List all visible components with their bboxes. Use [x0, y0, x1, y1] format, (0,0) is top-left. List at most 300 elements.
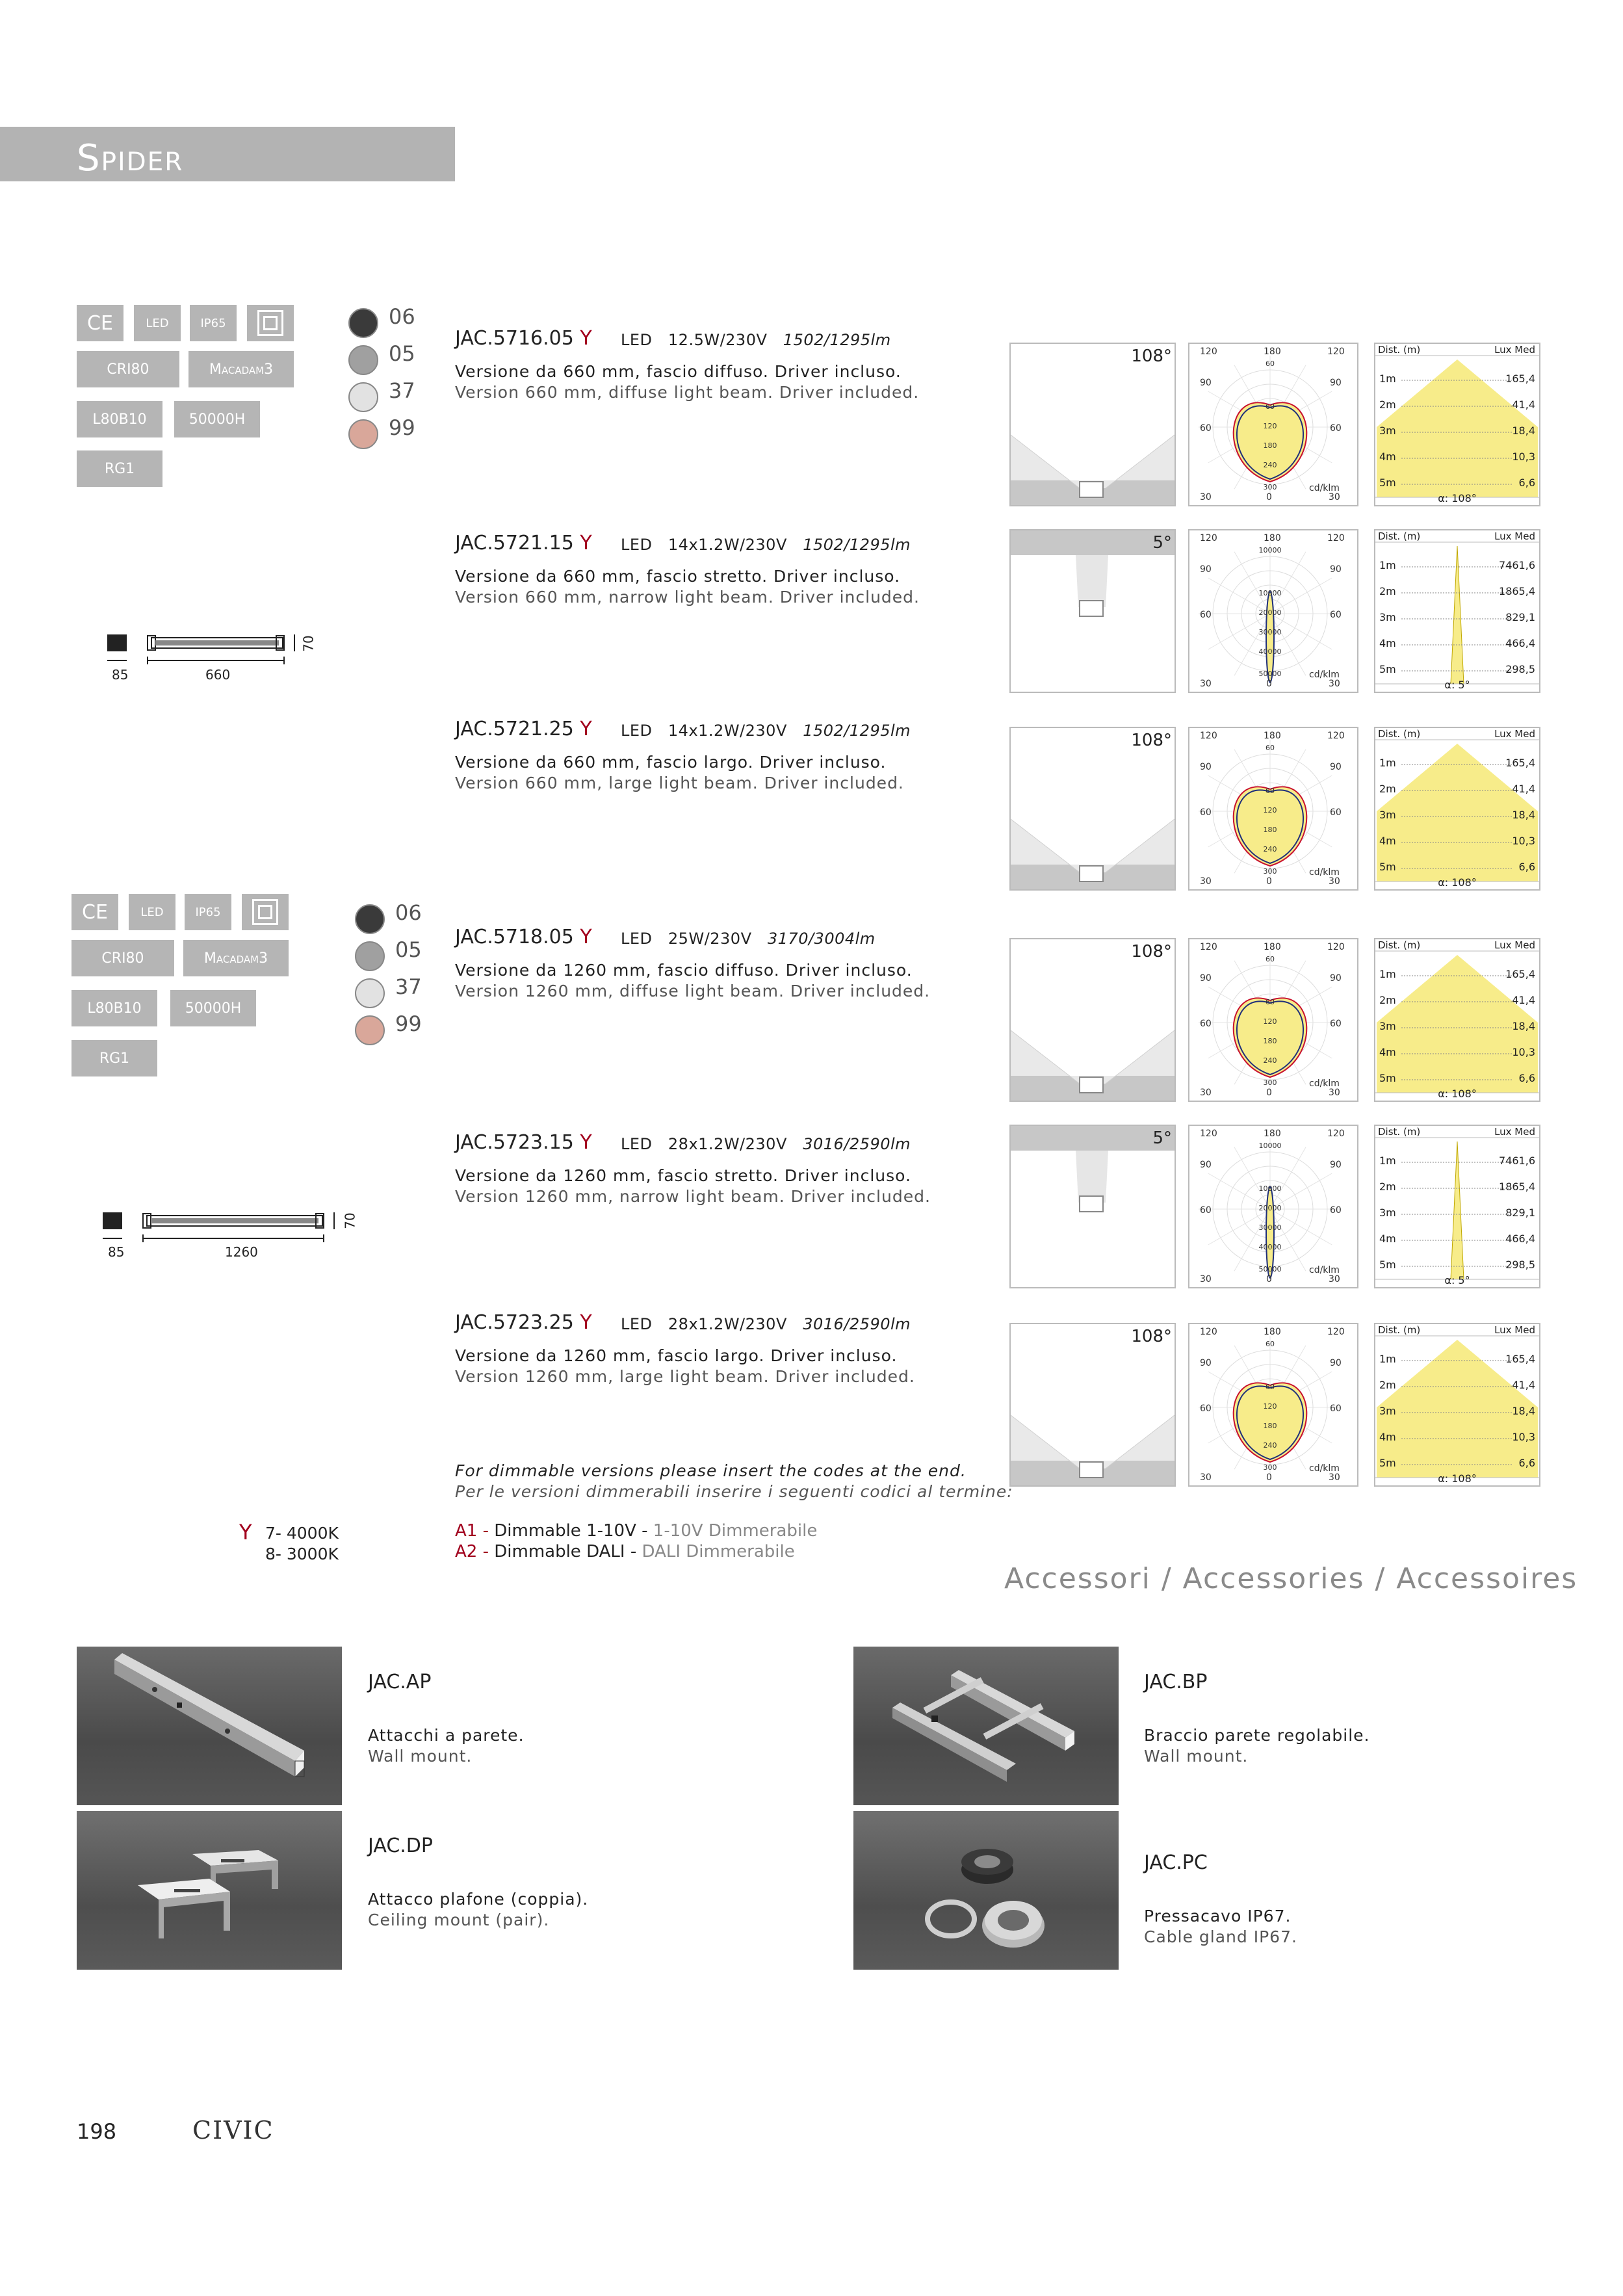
- product-desc-en: Version 1260 mm, diffuse light beam. Driver included.: [455, 982, 931, 1000]
- dimmable-note-en: For dimmable versions please insert the codes at the end.: [455, 1461, 967, 1480]
- lux-value: 10,3: [1512, 450, 1535, 463]
- polar-ring-label: 300: [1263, 483, 1277, 491]
- lux-value: 18,4: [1512, 424, 1535, 437]
- lux-distance-label: 4m: [1379, 450, 1396, 463]
- product-spec: [621, 331, 891, 349]
- polar-angle-label: 60: [1330, 807, 1342, 818]
- lux-distance-label: 1m: [1379, 372, 1396, 385]
- cri-badge: CRI80: [71, 940, 174, 976]
- polar-ring-label: 240: [1263, 461, 1277, 469]
- ip65-badge: IP65: [190, 305, 237, 341]
- accessory-desc-en: Ceiling mount (pair).: [368, 1911, 550, 1929]
- polar-angle-label: 60: [1330, 1019, 1342, 1029]
- accessory-code: JAC.BP: [1144, 1671, 1208, 1693]
- product-desc-it: Versione da 1260 mm, fascio largo. Driver incluso.: [455, 1346, 898, 1365]
- polar-ring-label: 120: [1263, 422, 1277, 430]
- lux-med-header: Lux Med: [1494, 939, 1535, 951]
- ce-badge: CE: [71, 894, 118, 930]
- polar-angle-label: 30: [1200, 876, 1212, 887]
- polar-angle-label: 90: [1330, 378, 1342, 388]
- polar-angle-label: 180: [1264, 942, 1281, 952]
- brand-logo: CIVIC: [192, 2116, 274, 2145]
- polar-ring-label: 60: [1266, 1383, 1275, 1391]
- adjustable-arm-image: [853, 1647, 1119, 1805]
- polar-ring-label: 120: [1263, 1017, 1277, 1026]
- polar-ring-label: 30000: [1258, 628, 1282, 636]
- lux-distance-label: 4m: [1379, 1046, 1396, 1058]
- lumen-output: 3016/2590lm: [803, 1135, 911, 1153]
- accessory-code: JAC.PC: [1144, 1851, 1208, 1874]
- accessory-code: JAC.DP: [368, 1834, 433, 1857]
- polar-ring-label: 180: [1263, 1422, 1277, 1430]
- lux-value: 41,4: [1512, 1379, 1535, 1391]
- accessories-title: Accessori / Accessories / Accessoires: [1004, 1562, 1578, 1595]
- polar-ring-label: 20000: [1258, 608, 1282, 617]
- product-code: JAC.5718.05: [455, 926, 574, 948]
- ce-badge: CE: [77, 305, 123, 341]
- finish-swatch: [348, 308, 378, 338]
- polar-angle-label: 90: [1200, 762, 1212, 772]
- accessory-desc-en: Cable gland IP67.: [1144, 1927, 1297, 1946]
- polar-ring-label: 240: [1263, 1441, 1277, 1450]
- cri-badge: CRI80: [77, 351, 179, 387]
- lux-value: 10,3: [1512, 1046, 1535, 1058]
- polar-angle-label: 30: [1200, 1088, 1212, 1098]
- lux-value: 298,5: [1505, 663, 1535, 675]
- polar-angle-label: 30: [1200, 1274, 1212, 1285]
- polar-angle-label: 90: [1200, 1160, 1212, 1170]
- cct-placeholder: Y: [580, 327, 592, 350]
- option-separator: -: [477, 1521, 495, 1541]
- product-desc-en: Version 1260 mm, narrow light beam. Driver included.: [455, 1187, 931, 1206]
- lux-distance-label: 1m: [1379, 1155, 1396, 1167]
- lux-value: 18,4: [1512, 809, 1535, 821]
- led-type: LED: [621, 536, 653, 554]
- polar-photometry-diagram: [1188, 1125, 1358, 1288]
- lux-value: 10,3: [1512, 1431, 1535, 1443]
- lux-value: 1865,4: [1499, 1181, 1535, 1193]
- polar-angle-label: 120: [1327, 1327, 1345, 1337]
- lux-med-header: Lux Med: [1494, 1126, 1535, 1138]
- beam-angle-diagram: [1009, 343, 1176, 506]
- lux-value: 7461,6: [1499, 1155, 1535, 1167]
- polar-angle-label: 0: [1266, 876, 1272, 887]
- lux-distance-diagram: [1374, 1323, 1540, 1487]
- polar-angle-label: 120: [1327, 1128, 1345, 1139]
- polar-unit-label: cd/klm: [1309, 1463, 1340, 1474]
- polar-photometry-diagram: [1188, 529, 1358, 693]
- rg-badge: RG1: [77, 450, 162, 487]
- beam-angle-diagram: [1009, 727, 1176, 891]
- hours-badge: 50000H: [170, 990, 256, 1026]
- finish-swatch: [355, 941, 385, 971]
- length-dim-label: 1260: [225, 1244, 258, 1260]
- lux-distance-label: 2m: [1379, 783, 1396, 795]
- option-name-it: 1-10V Dimmerabile: [653, 1521, 818, 1541]
- beam-cone-graphic: [1011, 530, 1175, 692]
- dimmable-note-it: Per le versioni dimmerabili inserire i seguenti codici al termine:: [455, 1482, 1013, 1501]
- cct-option-1: 7- 4000K: [265, 1524, 339, 1543]
- lux-value: 829,1: [1505, 1207, 1535, 1219]
- lux-value: 165,4: [1505, 968, 1535, 980]
- lux-value: 466,4: [1505, 637, 1535, 649]
- option-code: A1: [455, 1521, 478, 1541]
- lux-angle-label: α: 5°: [1444, 679, 1470, 691]
- section-title: Spider: [77, 137, 184, 179]
- product-code-line: [455, 532, 592, 554]
- ip65-badge: IP65: [185, 894, 231, 930]
- cct-placeholder: Y: [580, 1131, 592, 1154]
- polar-ring-label: 50000: [1258, 1265, 1282, 1273]
- wall-mount-image: [77, 1647, 342, 1805]
- polar-ring-label: 30000: [1258, 1223, 1282, 1232]
- beam-angle-label: 108°: [1131, 942, 1172, 961]
- lux-value: 298,5: [1505, 1259, 1535, 1271]
- lux-distance-label: 5m: [1379, 476, 1396, 489]
- product-code: JAC.5723.25: [455, 1311, 574, 1334]
- lux-med-header: Lux Med: [1494, 344, 1535, 356]
- finish-swatch: [355, 1015, 385, 1045]
- product-desc-it: Versione da 660 mm, fascio diffuso. Driver incluso.: [455, 362, 902, 381]
- polar-angle-label: 60: [1330, 610, 1342, 620]
- polar-angle-label: 180: [1264, 346, 1281, 357]
- lux-angle-label: α: 108°: [1438, 1088, 1477, 1100]
- lux-distance-diagram: [1374, 1125, 1540, 1288]
- beam-cone-graphic: [1011, 728, 1175, 889]
- led-type: LED: [621, 1315, 653, 1333]
- double-insulation-icon: [247, 305, 294, 341]
- product-code: JAC.5723.15: [455, 1131, 574, 1154]
- polar-angle-label: 120: [1200, 346, 1217, 357]
- height-dim-label: 70: [342, 1212, 358, 1229]
- polar-angle-label: 0: [1266, 1274, 1272, 1285]
- led-type: LED: [621, 722, 653, 740]
- option-separator: -: [625, 1542, 642, 1561]
- lumen-output: 3016/2590lm: [803, 1315, 911, 1333]
- polar-ring-label: 120: [1263, 806, 1277, 815]
- macadam-badge: Macadam3: [183, 940, 289, 976]
- length-dim-label: 660: [205, 667, 231, 683]
- option-name: Dimmable DALI: [494, 1542, 625, 1561]
- finish-code: 99: [395, 1011, 422, 1036]
- led-type: LED: [621, 331, 653, 349]
- polar-angle-label: 30: [1329, 492, 1340, 502]
- lux-distance-label: 2m: [1379, 994, 1396, 1006]
- lux-distance-diagram: [1374, 727, 1540, 891]
- cct-placeholder: Y: [580, 532, 592, 554]
- polar-angle-label: 90: [1200, 378, 1212, 388]
- polar-angle-label: 0: [1266, 1088, 1272, 1098]
- finish-swatch: [348, 382, 378, 412]
- product-desc-it: Versione da 1260 mm, fascio stretto. Driver incluso.: [455, 1166, 911, 1185]
- polar-ring-label: 50000: [1258, 670, 1282, 678]
- lux-value: 41,4: [1512, 398, 1535, 411]
- led-badge: LED: [134, 305, 181, 341]
- polar-angle-label: 90: [1200, 973, 1212, 984]
- lumen-output: 1502/1295lm: [783, 331, 891, 349]
- beam-angle-label: 108°: [1131, 346, 1172, 366]
- dimmable-option-a1: [455, 1521, 817, 1541]
- product-code: JAC.5721.25: [455, 718, 574, 740]
- polar-ring-label: 300: [1263, 1078, 1277, 1087]
- lumen-output: 3170/3004lm: [767, 930, 876, 948]
- beam-angle-diagram: [1009, 1323, 1176, 1487]
- beam-cone-graphic: [1011, 1126, 1175, 1287]
- polar-angle-label: 30: [1329, 1274, 1340, 1285]
- lux-dist-header: Dist. (m): [1378, 728, 1421, 740]
- polar-ring-label: 60: [1266, 744, 1275, 752]
- finish-code: 37: [389, 378, 415, 403]
- product-desc-it: Versione da 1260 mm, fascio diffuso. Driver incluso.: [455, 961, 913, 980]
- polar-angle-label: 30: [1200, 679, 1212, 689]
- option-separator: -: [636, 1521, 653, 1541]
- hours-badge: 50000H: [174, 401, 260, 437]
- polar-ring-label: 300: [1263, 867, 1277, 876]
- lux-value: 41,4: [1512, 783, 1535, 795]
- product-code-line: [455, 718, 592, 740]
- lux-angle-label: α: 108°: [1438, 876, 1477, 889]
- product-code-line: [455, 1311, 592, 1334]
- lux-distance-label: 1m: [1379, 1353, 1396, 1365]
- polar-angle-label: 60: [1200, 423, 1212, 434]
- polar-angle-label: 0: [1266, 492, 1272, 502]
- accessory-desc-it: Braccio parete regolabile.: [1144, 1726, 1370, 1745]
- polar-angle-label: 90: [1200, 1358, 1212, 1368]
- beam-cone-graphic: [1011, 939, 1175, 1101]
- polar-angle-label: 90: [1330, 973, 1342, 984]
- polar-angle-label: 0: [1266, 679, 1272, 689]
- polar-angle-label: 60: [1330, 1403, 1342, 1414]
- lux-distance-label: 3m: [1379, 1020, 1396, 1032]
- lux-distance-label: 3m: [1379, 809, 1396, 821]
- finish-code: 05: [395, 937, 422, 962]
- power-rating: 28x1.2W/230V: [668, 1315, 787, 1333]
- ceiling-mount-image: [77, 1811, 342, 1970]
- product-spec: [621, 1315, 911, 1333]
- lux-distance-diagram: [1374, 343, 1540, 506]
- polar-ring-label: 10000: [1258, 546, 1282, 554]
- polar-angle-label: 90: [1330, 762, 1342, 772]
- lux-med-header: Lux Med: [1494, 1324, 1535, 1336]
- lumen-output: 1502/1295lm: [803, 536, 911, 554]
- lux-value: 165,4: [1505, 757, 1535, 769]
- page-number: 198: [77, 2119, 117, 2144]
- polar-ring-label: 10000: [1258, 1141, 1282, 1150]
- dimmable-option-a2: [455, 1542, 795, 1561]
- lux-distance-label: 3m: [1379, 611, 1396, 623]
- lux-angle-label: α: 108°: [1438, 492, 1477, 504]
- lux-dist-header: Dist. (m): [1378, 344, 1421, 356]
- option-separator: -: [477, 1542, 495, 1561]
- lux-value: 829,1: [1505, 611, 1535, 623]
- beam-angle-diagram: [1009, 1125, 1176, 1288]
- polar-ring-label: 120: [1263, 1402, 1277, 1411]
- polar-angle-label: 120: [1200, 1327, 1217, 1337]
- lux-distance-diagram: [1374, 529, 1540, 693]
- polar-angle-label: 60: [1200, 807, 1212, 818]
- beam-cone-graphic: [1011, 344, 1175, 505]
- lux-distance-label: 1m: [1379, 559, 1396, 571]
- lux-value: 1865,4: [1499, 585, 1535, 597]
- lux-value: 7461,6: [1499, 559, 1535, 571]
- polar-angle-label: 180: [1264, 1128, 1281, 1139]
- finish-swatch: [355, 978, 385, 1008]
- lux-value: 165,4: [1505, 1353, 1535, 1365]
- product-desc-en: Version 660 mm, large light beam. Driver included.: [455, 774, 904, 792]
- lifetime-badge: L80B10: [71, 990, 157, 1026]
- polar-angle-label: 120: [1327, 533, 1345, 543]
- lux-distance-label: 3m: [1379, 424, 1396, 437]
- beam-angle-label: 108°: [1131, 1327, 1172, 1346]
- lux-distance-label: 4m: [1379, 637, 1396, 649]
- polar-angle-label: 120: [1200, 731, 1217, 741]
- polar-photometry-diagram: [1188, 1323, 1358, 1487]
- polar-unit-label: cd/klm: [1309, 483, 1340, 493]
- lux-distance-label: 5m: [1379, 861, 1396, 873]
- polar-angle-label: 90: [1200, 564, 1212, 575]
- lux-distance-label: 2m: [1379, 1181, 1396, 1193]
- polar-angle-label: 30: [1329, 1472, 1340, 1483]
- power-rating: 12.5W/230V: [668, 331, 768, 349]
- lux-distance-label: 2m: [1379, 398, 1396, 411]
- finish-swatch: [355, 904, 385, 934]
- lux-value: 6,6: [1518, 1457, 1535, 1469]
- lux-distance-label: 5m: [1379, 663, 1396, 675]
- power-rating: 28x1.2W/230V: [668, 1135, 787, 1153]
- beam-angle-label: 108°: [1131, 731, 1172, 750]
- polar-angle-label: 30: [1329, 876, 1340, 887]
- polar-ring-label: 20000: [1258, 1204, 1282, 1212]
- polar-ring-label: 180: [1263, 826, 1277, 834]
- polar-angle-label: 30: [1200, 492, 1212, 502]
- lux-value: 6,6: [1518, 476, 1535, 489]
- lux-distance-label: 4m: [1379, 1431, 1396, 1443]
- lux-distance-label: 5m: [1379, 1259, 1396, 1271]
- lux-med-header: Lux Med: [1494, 530, 1535, 542]
- lux-dist-header: Dist. (m): [1378, 1324, 1421, 1336]
- cable-gland-image: [853, 1811, 1119, 1970]
- polar-ring-label: 60: [1266, 787, 1275, 795]
- beam-angle-diagram: [1009, 938, 1176, 1102]
- lux-dist-header: Dist. (m): [1378, 939, 1421, 951]
- polar-angle-label: 90: [1330, 1358, 1342, 1368]
- lifetime-badge: L80B10: [77, 401, 162, 437]
- polar-ring-label: 10000: [1258, 1184, 1282, 1193]
- lux-distance-label: 5m: [1379, 1457, 1396, 1469]
- finish-swatch: [348, 345, 378, 375]
- polar-ring-label: 180: [1263, 1037, 1277, 1045]
- lux-med-header: Lux Med: [1494, 728, 1535, 740]
- polar-ring-label: 60: [1266, 998, 1275, 1006]
- polar-angle-label: 60: [1200, 1019, 1212, 1029]
- cct-option-2: 8- 3000K: [265, 1545, 339, 1563]
- beam-angle-label: 5°: [1152, 533, 1172, 553]
- product-spec: [621, 1135, 911, 1153]
- product-desc-en: Version 1260 mm, large light beam. Driver included.: [455, 1367, 915, 1386]
- polar-photometry-diagram: [1188, 343, 1358, 506]
- led-type: LED: [621, 930, 653, 948]
- product-spec: [621, 536, 911, 554]
- accessory-desc-it: Pressacavo IP67.: [1144, 1907, 1292, 1925]
- lux-angle-label: α: 108°: [1438, 1472, 1477, 1485]
- polar-angle-label: 30: [1329, 679, 1340, 689]
- polar-angle-label: 180: [1264, 731, 1281, 741]
- double-insulation-icon: [242, 894, 289, 930]
- polar-angle-label: 0: [1266, 1472, 1272, 1483]
- polar-photometry-diagram: [1188, 938, 1358, 1102]
- accessory-desc-it: Attacchi a parete.: [368, 1726, 525, 1745]
- section-title-bar: [0, 127, 455, 181]
- polar-angle-label: 90: [1330, 1160, 1342, 1170]
- lux-value: 18,4: [1512, 1405, 1535, 1417]
- product-spec: [621, 930, 876, 948]
- lux-dist-header: Dist. (m): [1378, 1126, 1421, 1138]
- accessory-desc-it: Attacco plafone (coppia).: [368, 1890, 589, 1909]
- product-desc-en: Version 660 mm, diffuse light beam. Driver included.: [455, 383, 920, 402]
- product-desc-it: Versione da 660 mm, fascio stretto. Driver incluso.: [455, 567, 901, 586]
- lumen-output: 1502/1295lm: [803, 722, 911, 740]
- led-type: LED: [621, 1135, 653, 1153]
- polar-ring-label: 60: [1266, 402, 1275, 411]
- power-rating: 14x1.2W/230V: [668, 536, 787, 554]
- polar-ring-label: 180: [1263, 441, 1277, 450]
- product-code-line: [455, 327, 592, 350]
- polar-angle-label: 120: [1200, 942, 1217, 952]
- polar-ring-label: 10000: [1258, 589, 1282, 597]
- polar-angle-label: 180: [1264, 533, 1281, 543]
- option-name-it: DALI Dimmerabile: [642, 1542, 795, 1561]
- polar-angle-label: 60: [1200, 1205, 1212, 1216]
- polar-angle-label: 120: [1327, 942, 1345, 952]
- lux-distance-label: 1m: [1379, 968, 1396, 980]
- accessory-desc-en: Wall mount.: [1144, 1747, 1249, 1766]
- product-desc-en: Version 660 mm, narrow light beam. Driver included.: [455, 588, 920, 607]
- finish-code: 06: [395, 900, 422, 925]
- option-code: A2: [455, 1542, 478, 1561]
- lux-angle-label: α: 5°: [1444, 1274, 1470, 1286]
- lux-distance-label: 3m: [1379, 1207, 1396, 1219]
- finish-code: 05: [389, 341, 415, 366]
- macadam-badge: Macadam3: [188, 351, 294, 387]
- polar-unit-label: cd/klm: [1309, 867, 1340, 878]
- polar-angle-label: 60: [1200, 1403, 1212, 1414]
- polar-unit-label: cd/klm: [1309, 1078, 1340, 1089]
- lux-value: 6,6: [1518, 1072, 1535, 1084]
- polar-angle-label: 30: [1329, 1088, 1340, 1098]
- lux-distance-label: 5m: [1379, 1072, 1396, 1084]
- polar-ring-label: 240: [1263, 1056, 1277, 1065]
- polar-angle-label: 120: [1327, 731, 1345, 741]
- lux-distance-diagram: [1374, 938, 1540, 1102]
- cct-placeholder: Y: [580, 718, 592, 740]
- lux-value: 18,4: [1512, 1020, 1535, 1032]
- power-rating: 25W/230V: [668, 930, 752, 948]
- option-name: Dimmable 1-10V: [494, 1521, 636, 1541]
- polar-unit-label: cd/klm: [1309, 670, 1340, 680]
- product-code-line: [455, 926, 592, 948]
- polar-unit-label: cd/klm: [1309, 1265, 1340, 1275]
- polar-ring-label: 240: [1263, 845, 1277, 854]
- lux-distance-label: 2m: [1379, 585, 1396, 597]
- lux-dist-header: Dist. (m): [1378, 530, 1421, 542]
- cct-placeholder: Y: [580, 926, 592, 948]
- lux-distance-label: 1m: [1379, 757, 1396, 769]
- polar-photometry-diagram: [1188, 727, 1358, 891]
- left-dim-label: 85: [112, 667, 129, 683]
- finish-swatch: [348, 419, 378, 449]
- finish-code: 37: [395, 974, 422, 999]
- lux-distance-label: 2m: [1379, 1379, 1396, 1391]
